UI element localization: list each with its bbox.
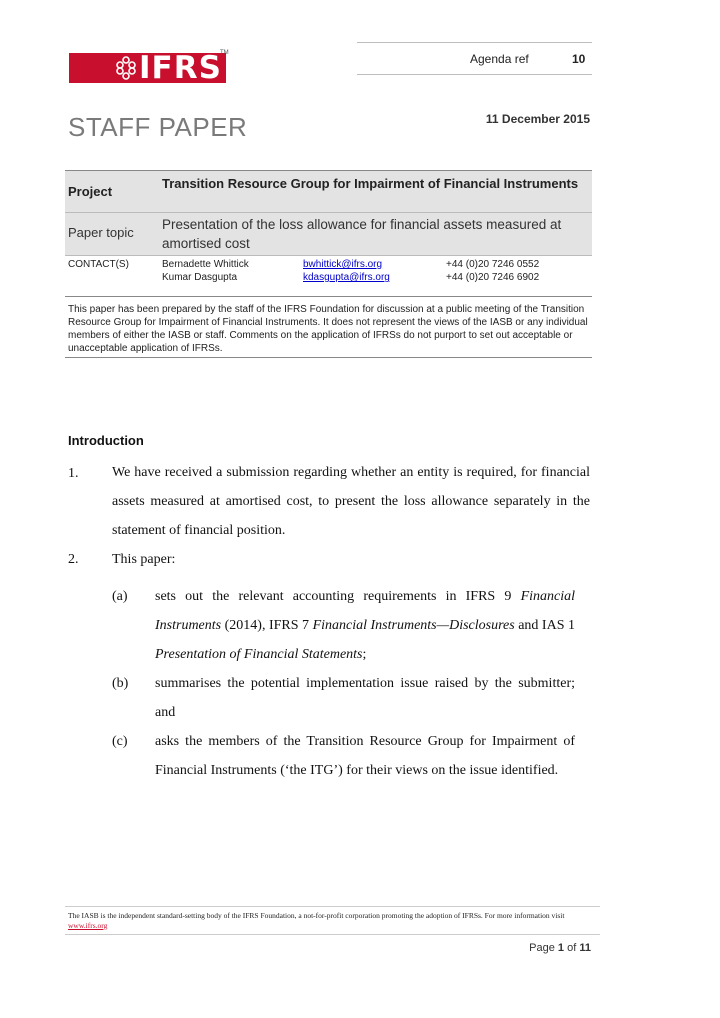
header-agenda-rule [357,74,592,75]
contact-name: Bernadette Whittick [162,259,249,270]
list-item-label: (b) [112,676,129,691]
paragraph-text: We have received a submission regarding whether an entity is required, for financial assets measured at amortised cost, to present the loss allowance separately in the statement of financial position. [112,465,590,538]
list-item-text-segment: and IAS 1 [514,618,575,633]
list-item-text: asks the members of the Transition Resource Group for Impairment of Financial Instruments (‘the ITG’) for their views on the issue identified. [155,734,575,778]
paragraph-text: This paper: [112,552,176,567]
footer-note [68,911,588,931]
list-item-text-segment: sets out the relevant accounting requirements in IFRS 9 [155,589,521,604]
logo-wordmark: IFRS [139,50,222,86]
project-table-separator [65,212,592,213]
contact-phone: +44 (0)20 7246 6902 [446,272,540,283]
paper-date: 11 December 2015 [485,112,590,126]
paper-topic-value: Presentation of the loss allowance for financial assets measured at amortised cost [162,217,562,251]
disclaimer-bottom-rule [65,357,592,358]
project-value: Transition Resource Group for Impairment of Financial Instruments [162,176,579,191]
footer-note-text: The IASB is the independent standard-setting body of the IFRS Foundation, a not-for-profit corporation promoting the adoption of IFRSs. For more information visit [68,911,565,920]
list-item-text-segment: ; [362,647,367,662]
paragraph-number: 1. [68,466,79,481]
contacts-label: CONTACT(S) [68,259,129,270]
standard-title: Financial Instruments [155,589,575,633]
standard-title: Presentation of Financial Statements [155,647,363,662]
list-item-text [155,582,575,669]
list-item-text-segment: (2014), IFRS 7 [221,618,313,633]
agenda-ref-label: Agenda ref [470,52,529,66]
disclaimer-top-rule [65,296,592,297]
contact-email-link[interactable]: bwhittick@ifrs.org [303,259,383,270]
ifrs-logo [69,50,229,86]
paragraph-number: 2. [68,552,79,567]
contact-phone: +44 (0)20 7246 0552 [446,259,540,270]
agenda-ref-number: 10 [572,52,586,66]
section-heading: Introduction [68,433,144,448]
footer-bottom-rule [65,934,600,935]
project-label: Project [68,184,113,199]
document-type-title: STAFF PAPER [68,112,248,142]
page-label: Page [529,942,555,954]
ifrs-website-link[interactable]: www.ifrs.org [68,921,108,930]
page-current: 1 [557,942,565,954]
project-table-bottom-rule [65,255,592,256]
standard-title: Financial Instruments—Disclosures [312,618,515,633]
contact-email-link[interactable]: kdasgupta@ifrs.org [303,272,390,283]
page-of: of [567,942,577,954]
header-top-rule [357,42,592,43]
page-number [480,942,591,954]
contact-name: Kumar Dasgupta [162,272,238,283]
list-item-label: (c) [112,734,128,749]
page-total: 11 [579,942,591,954]
paper-topic-label: Paper topic [68,225,134,240]
list-item-label: (a) [112,589,128,604]
disclaimer-text: This paper has been prepared by the staff of the IFRS Foundation for discussion at a public meeting of the Transition Resource Group for Impairment of Financial Instruments. It does not represent the views of the IASB or any individual members of either the IASB or staff. Comments on the application of IFRSs do not purport to set out acceptable or unacceptable application of IFRSs. [68,304,588,354]
list-item-text: summarises the potential implementation issue raised by the submitter; and [155,676,575,720]
logo-trademark: TM [220,50,229,56]
footer-top-rule [65,906,600,907]
ifrs-flower-icon [116,56,136,80]
